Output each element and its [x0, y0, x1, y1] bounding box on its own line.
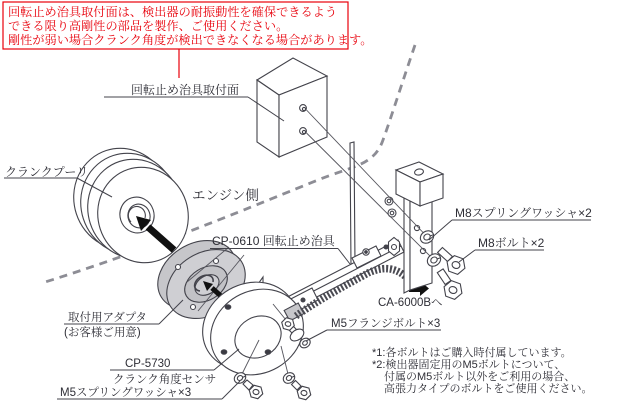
warning-line-3: 剛性が弱い場合クランク角度が検出できなくなる場合があります。: [8, 33, 373, 47]
mounting-surface-label: 回転止め治具取付面: [131, 83, 240, 97]
m5-flange-bolt-label: M5フランジボルト×3: [331, 318, 441, 330]
m5-bolt: [243, 380, 312, 401]
footnote-2: *2:検出器固定用のM5ボルトについて、: [372, 359, 566, 371]
sensor-name-label: クランク角度センサ: [113, 374, 217, 386]
mounting-block: [257, 58, 327, 157]
sensor-model-label: CP-5730: [125, 358, 171, 370]
footnote-1: *1:各ボルトはご購入時付属しています。: [372, 347, 572, 359]
mounting-adapter-note: (お客様ご用意): [64, 327, 141, 339]
warning-line-1: 回転止め治具取付面は、検出器の耐振動性を確保できるよう: [8, 5, 338, 19]
m8-spring-washer-label: M8スプリングワッシャ×2: [455, 206, 592, 220]
crank-pulley-label: クランクプーリ: [5, 165, 89, 179]
m8-bolt-label: M8ボルト×2: [478, 236, 545, 250]
footnote-3: 付属のM5ボルト以外をご利用の場合、: [384, 371, 576, 383]
m5-spring-washer-label: M5スプリングワッシャ×3: [60, 387, 192, 399]
rotation-stop-jig-label: CP-0610 回転止め治具: [212, 234, 335, 248]
cable-destination-label: CA-6000Bへ: [378, 297, 443, 309]
m8-bolt: [437, 248, 467, 301]
footnote-4: 高張力タイプのボルトをご使用ください。: [384, 383, 593, 395]
mounting-adapter-label: 取付用アダプタ: [68, 312, 147, 324]
engine-side-label: エンジン側: [192, 188, 259, 203]
warning-line-2: できる限り高剛性の部品を製作、ご使用ください。: [8, 19, 289, 33]
